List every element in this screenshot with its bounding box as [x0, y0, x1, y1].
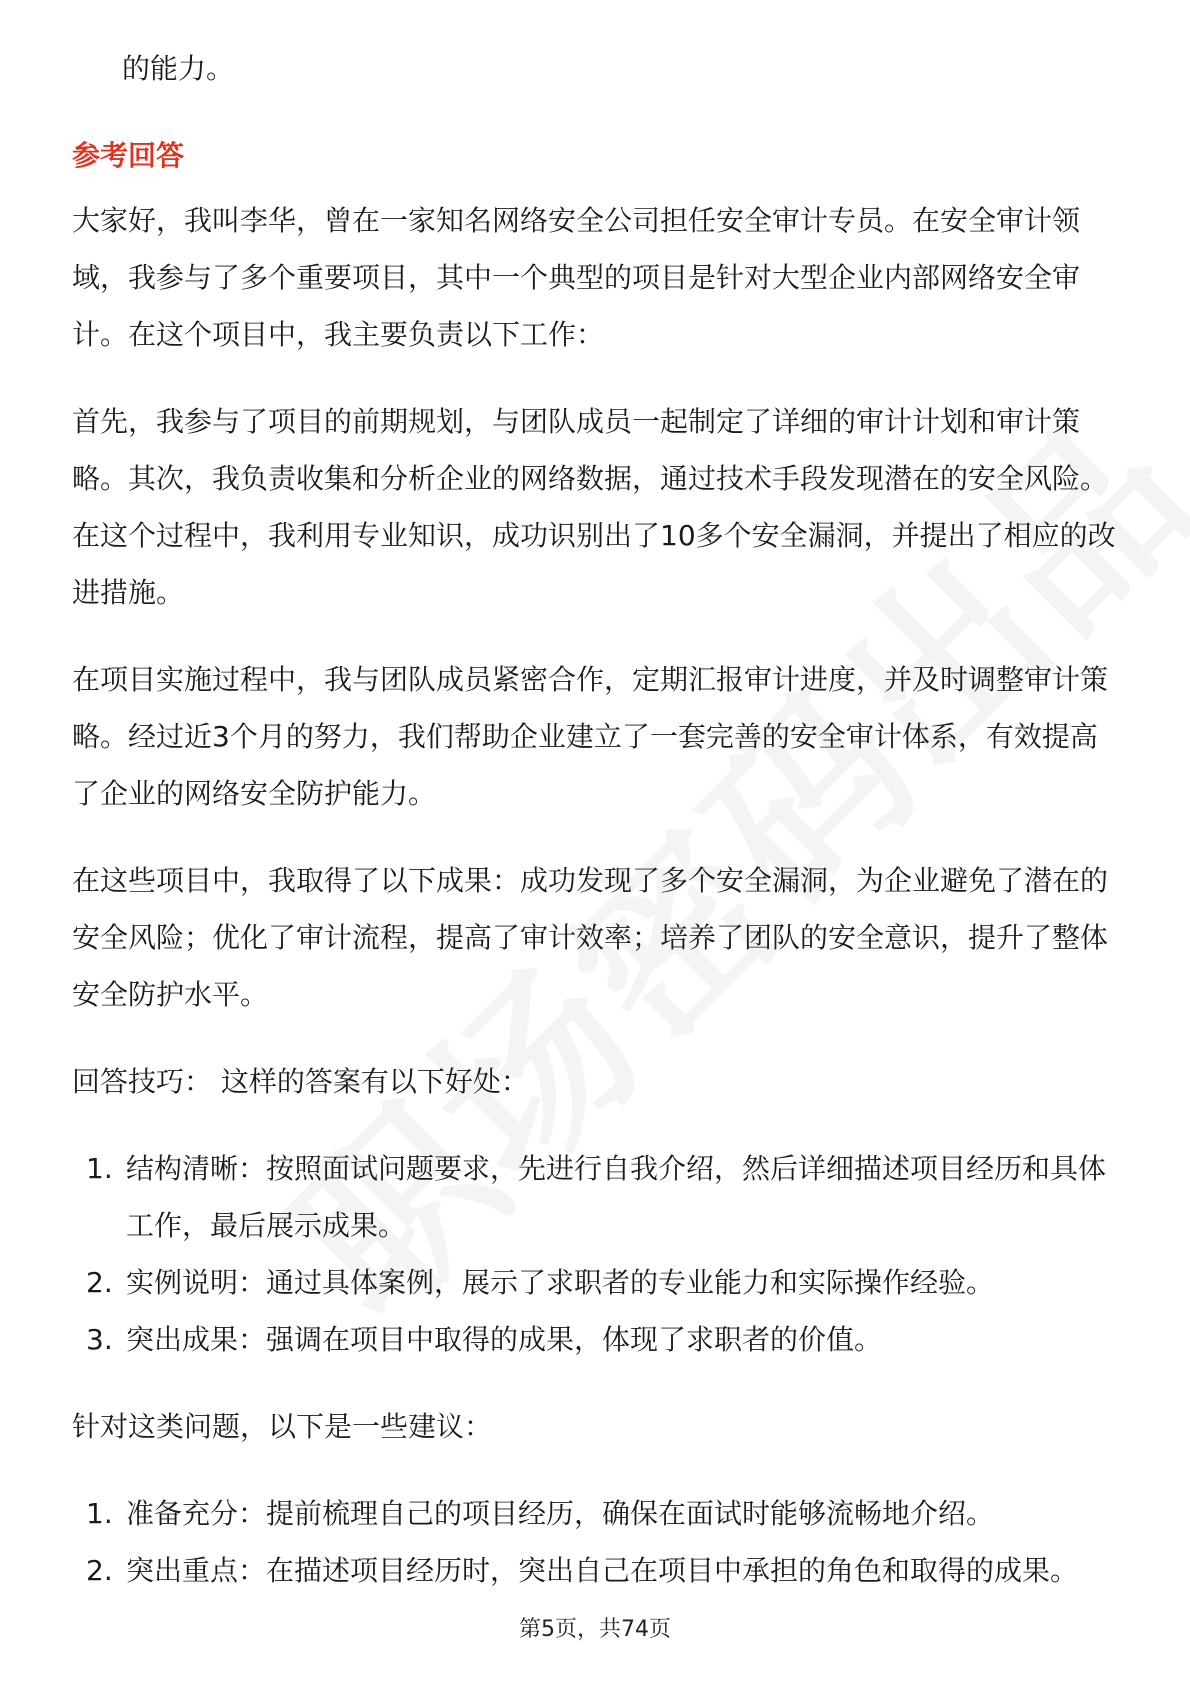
advice-list [72, 1485, 1118, 1599]
answer-paragraph-1: 大家好，我叫李华，曾在一家知名网络安全公司担任安全审计专员。在安全审计领域，我参与了多个重要项目，其中一个典型的项目是针对大型企业内部网络安全审计。在这个项目中，我主要负责以下工作： [72, 204, 1081, 351]
tips-intro: 回答技巧： 这样的答案有以下好处： [72, 1065, 529, 1098]
tips-list [72, 1140, 1118, 1368]
list-item: 2. 实例说明：通过具体案例，展示了求职者的专业能力和实际操作经验。 [86, 1266, 995, 1299]
answer-paragraph-4: 在这些项目中，我取得了以下成果：成功发现了多个安全漏洞，为企业避免了潜在的安全风险；优化了审计流程，提高了审计效率；培养了团队的安全意识，提升了整体安全防护水平。 [72, 864, 1109, 1011]
section-heading: 参考回答 [72, 139, 185, 172]
list-item: 1. 结构清晰：按照面试问题要求，先进行自我介绍，然后详细描述项目经历和具体工作，最后展示成果。 [86, 1152, 1107, 1242]
advice-intro: 针对这类问题，以下是一些建议： [72, 1410, 493, 1443]
page-content [72, 40, 1118, 1599]
list-item: 1. 准备充分：提前梳理自己的项目经历，确保在面试时能够流畅地介绍。 [86, 1497, 995, 1530]
answer-paragraph-3: 在项目实施过程中，我与团队成员紧密合作，定期汇报审计进度，并及时调整审计策略。经过近3个月的努力，我们帮助企业建立了一套完善的安全审计体系，有效提高了企业的网络安全防护能力。 [72, 663, 1109, 810]
page-number: 第5页，共74页 [519, 1617, 671, 1642]
answer-paragraph-2: 首先，我参与了项目的前期规划，与团队成员一起制定了详细的审计计划和审计策略。其次，我负责收集和分析企业的网络数据，通过技术手段发现潜在的安全风险。在这个过程中，我利用专业知识，成功识别出了10多个安全漏洞，并提出了相应的改进措施。 [72, 405, 1116, 609]
intro-tail-text: 的能力。 [122, 52, 235, 85]
list-item: 2. 突出重点：在描述项目经历时，突出自己在项目中承担的角色和取得的成果。 [86, 1554, 1079, 1587]
list-item: 3. 突出成果：强调在项目中取得的成果，体现了求职者的价值。 [86, 1323, 883, 1356]
